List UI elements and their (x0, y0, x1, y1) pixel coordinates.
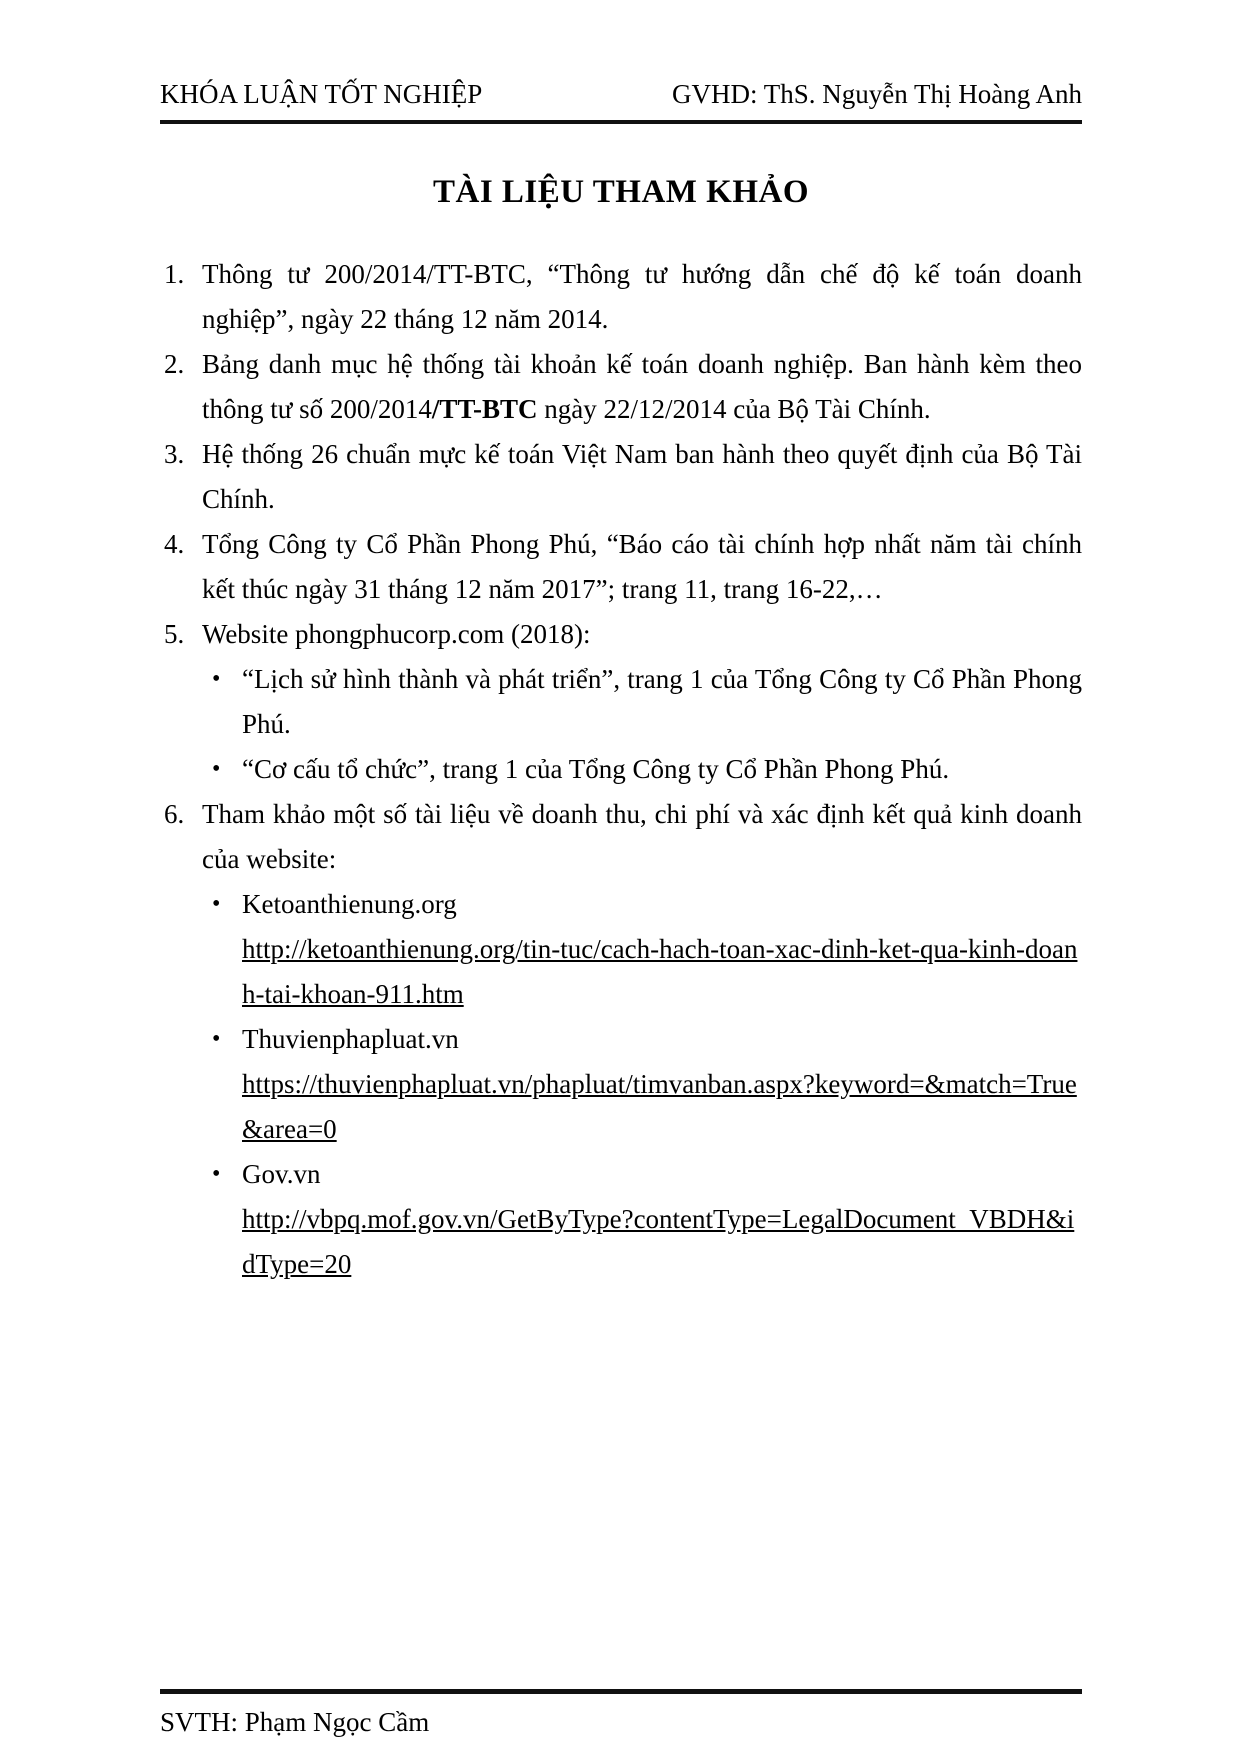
reference-number: 4. (164, 529, 185, 559)
bullet-label: Gov.vn (242, 1159, 321, 1189)
reference-text (202, 522, 1082, 612)
page-footer (160, 1689, 1082, 1738)
bullet-label: Thuvienphapluat.vn (242, 1024, 459, 1054)
reference-text (202, 612, 1082, 657)
reference-item (160, 432, 1082, 522)
bullet-content (242, 1017, 1082, 1152)
bullet-content (242, 1152, 1082, 1287)
reference-item (160, 612, 1082, 792)
bullet-icon: • (212, 756, 221, 782)
footer-text: SVTH: Phạm Ngọc Cầm (160, 1707, 430, 1737)
reference-body (202, 792, 1082, 1287)
reference-item (160, 342, 1082, 432)
reference-link[interactable]: https://thuvienphapluat.vn/phapluat/timvanban.aspx?keyword=&match=True&area=0 (242, 1069, 1077, 1144)
text-segment: Tham khảo một số tài liệu về doanh thu, chi phí và xác định kết quả kinh doanh của website: (202, 799, 1082, 874)
reference-body (202, 432, 1082, 522)
text-segment: /TT-BTC (431, 394, 538, 424)
reference-item (160, 252, 1082, 342)
reference-body (202, 522, 1082, 612)
reference-text (202, 792, 1082, 882)
bullet-content (242, 747, 1082, 792)
header-left-text: KHÓA LUẬN TỐT NGHIỆP (160, 79, 483, 109)
reference-number: 6. (164, 799, 185, 829)
reference-text (202, 252, 1082, 342)
bullet-content (242, 657, 1082, 747)
reference-number: 5. (164, 619, 185, 649)
page-header (160, 78, 1082, 124)
text-segment: Website phongphucorp.com (2018): (202, 619, 591, 649)
reference-item (160, 792, 1082, 1287)
reference-body (202, 342, 1082, 432)
reference-item (160, 522, 1082, 612)
bullet-icon: • (212, 1026, 221, 1052)
reference-body (202, 612, 1082, 792)
text-segment: Tổng Công ty Cổ Phần Phong Phú, “Báo cáo tài chính hợp nhất năm tài chính kết thúc ngày 31 tháng 12 năm 2017”; trang 11, trang 16-22,… (202, 529, 1082, 604)
reference-number: 3. (164, 439, 185, 469)
bullet-label: Ketoanthienung.org (242, 889, 457, 919)
reference-number: 1. (164, 259, 185, 289)
text-segment: Hệ thống 26 chuẩn mực kế toán Việt Nam ban hành theo quyết định của Bộ Tài Chính. (202, 439, 1082, 514)
reference-number: 2. (164, 349, 185, 379)
reference-text (202, 432, 1082, 522)
bullet-item (212, 1152, 1082, 1287)
text-segment: Thông tư 200/2014/TT-BTC, “Thông tư hướng dẫn chế độ kế toán doanh nghiệp”, ngày 22 tháng 12 năm 2014. (202, 259, 1082, 334)
text-segment: Bảng danh mục hệ thống tài khoản kế toán doanh nghiệp. Ban hành kèm theo thông tư số 200/2014 (202, 349, 1082, 424)
bullet-item (212, 747, 1082, 792)
page-title: TÀI LIỆU THAM KHẢO (432, 174, 810, 210)
bullet-icon: • (212, 666, 221, 692)
reference-link[interactable]: http://vbpq.mof.gov.vn/GetByType?contentType=LegalDocument_VBDH&idType=20 (242, 1204, 1075, 1279)
bullet-item (212, 882, 1082, 1017)
reference-link[interactable]: http://ketoanthienung.org/tin-tuc/cach-hach-toan-xac-dinh-ket-qua-kinh-doanh-tai-khoan-911.htm (242, 934, 1078, 1009)
bullet-icon: • (212, 1161, 221, 1187)
bullet-item (212, 657, 1082, 747)
bullet-item (212, 1017, 1082, 1152)
reference-body (202, 252, 1082, 342)
bullet-icon: • (212, 891, 221, 917)
bullet-label: “Cơ cấu tổ chức”, trang 1 của Tổng Công ty Cổ Phần Phong Phú. (242, 754, 950, 784)
reference-list (160, 252, 1082, 1287)
header-right-text: GVHD: ThS. Nguyễn Thị Hoàng Anh (672, 79, 1082, 109)
text-segment: ngày 22/12/2014 của Bộ Tài Chính. (537, 394, 931, 424)
reference-text (202, 342, 1082, 432)
bullet-label: “Lịch sử hình thành và phát triển”, trang 1 của Tổng Công ty Cổ Phần Phong Phú. (242, 664, 1082, 739)
bullet-content (242, 882, 1082, 1017)
